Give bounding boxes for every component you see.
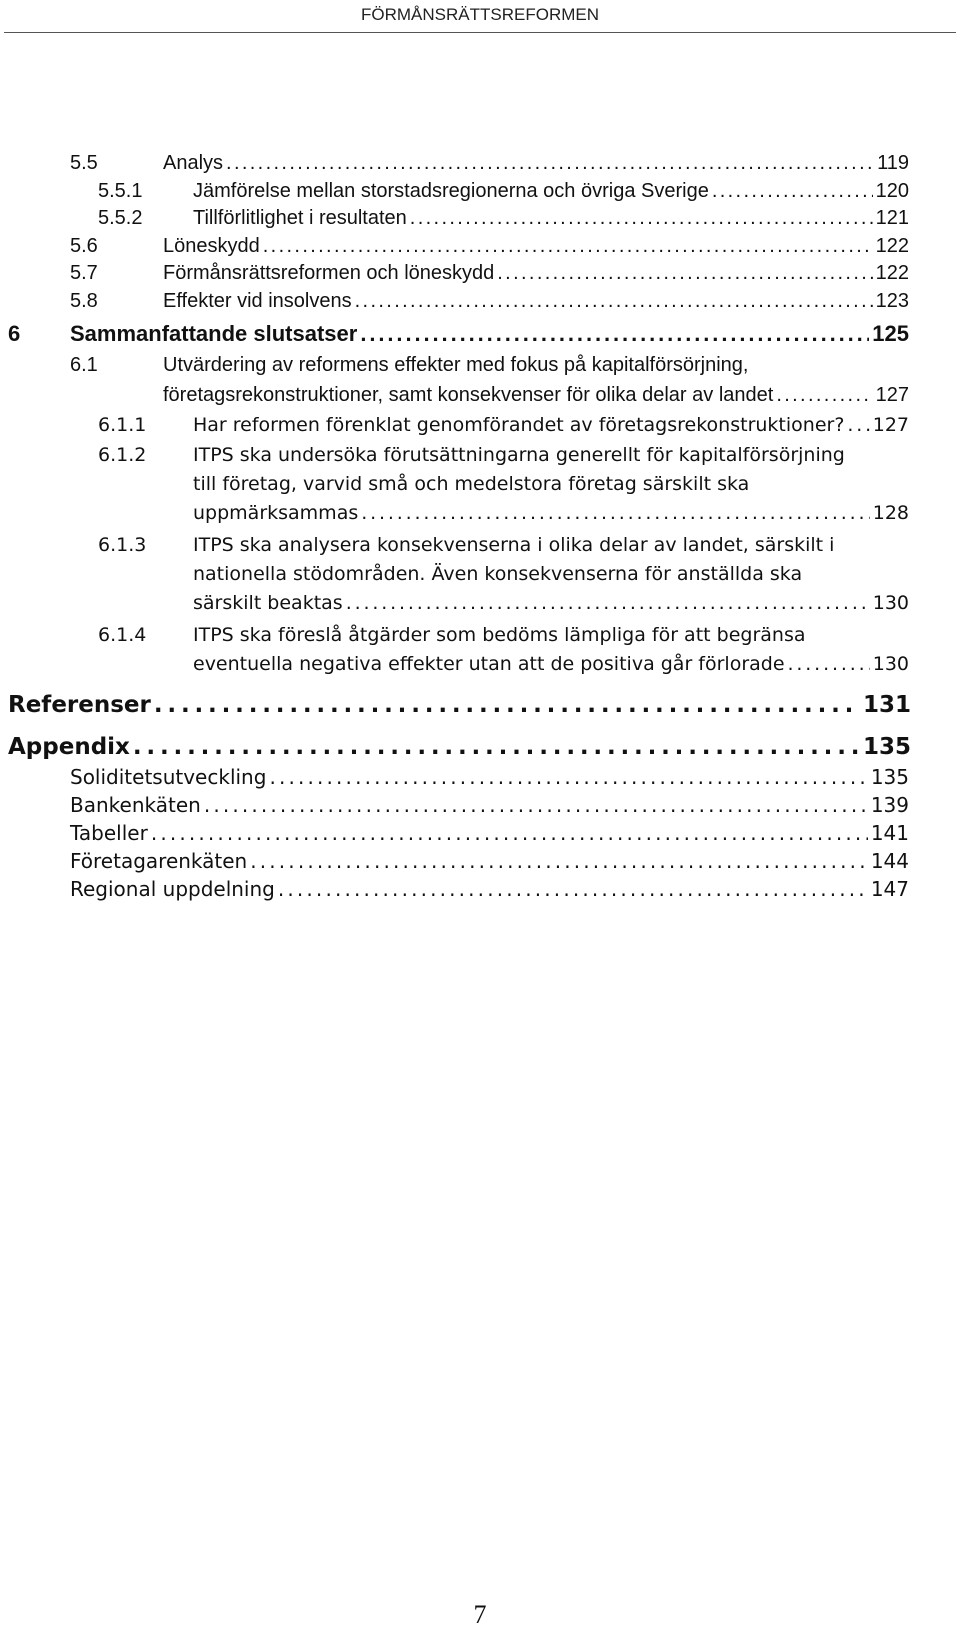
toc-page: 122: [875, 235, 909, 257]
dot-leader: [712, 178, 873, 204]
toc-title-line-3: särskilt beaktas: [193, 592, 343, 614]
toc-page: 144: [870, 849, 909, 873]
toc-title-line-1: ITPS ska analysera konsekvenserna i olika delar av landet, särskilt i: [193, 534, 835, 556]
toc-title: Löneskydd: [163, 235, 260, 257]
toc-title: Soliditetsutveckling: [70, 765, 267, 789]
dot-leader: [263, 233, 873, 259]
toc-number: 6.1.2: [98, 444, 147, 466]
toc-title-line-1: ITPS ska undersöka förutsättningarna generellt för kapitalförsörjning: [193, 444, 845, 466]
toc-title-line-2: nationella stödområden. Även konsekvenserna för anställda ska: [193, 563, 803, 585]
dot-leader: [497, 260, 872, 286]
dot-leader: [361, 500, 870, 526]
dot-leader: [847, 412, 869, 438]
toc-page: 122: [875, 262, 909, 284]
toc-page: 123: [875, 290, 909, 312]
toc-title-line-3: uppmärksammas: [193, 502, 359, 524]
dot-leader: [776, 382, 872, 408]
dot-leader: [410, 205, 873, 231]
toc-title: Bankenkäten: [70, 793, 201, 817]
toc-title: Sammanfattande slutsatser: [70, 321, 358, 346]
toc-number: 6.1.4: [98, 624, 147, 646]
toc-title-line-1: Utvärdering av reformens effekter med fokus på kapitalförsörjning,: [163, 354, 749, 376]
toc-title: Har reformen förenklat genomförandet av företagsrekonstruktioner?: [193, 414, 845, 436]
toc-title: Tillförlitlighet i resultaten: [193, 207, 407, 229]
toc-title: Appendix: [8, 734, 130, 760]
toc-page: 131: [862, 692, 911, 718]
dot-leader: [250, 848, 868, 874]
toc-number: 5.6: [70, 235, 98, 257]
toc-number: 5.5.2: [98, 207, 143, 229]
dot-leader: [151, 820, 868, 846]
toc-title: Jämförelse mellan storstadsregionerna och övriga Sverige: [193, 180, 709, 202]
toc-number: 6: [8, 321, 21, 346]
toc-page: 125: [872, 321, 909, 346]
toc-page: 119: [877, 152, 909, 174]
toc-page: 127: [872, 414, 909, 436]
toc-page: 130: [872, 653, 909, 675]
header-rule: [4, 32, 956, 33]
dot-leader: [269, 764, 867, 790]
dot-leader: [133, 732, 860, 762]
toc-title: Referenser: [8, 692, 151, 718]
toc-title-line-2: till företag, varvid små och medelstora företag särskilt ska: [193, 473, 750, 495]
toc-page: 135: [862, 734, 911, 760]
toc-page: 127: [875, 384, 909, 406]
toc-number: 6.1.1: [98, 414, 147, 436]
dot-leader: [278, 876, 868, 902]
dot-leader: [154, 690, 860, 720]
page-number: 7: [473, 1600, 487, 1629]
dot-leader: [360, 319, 869, 349]
toc-title: Regional uppdelning: [70, 877, 275, 901]
toc-page: 147: [870, 877, 909, 901]
dot-leader: [346, 590, 870, 616]
dot-leader: [355, 288, 873, 314]
toc-page: 128: [872, 502, 909, 524]
toc-title-line-2: företagsrekonstruktioner, samt konsekvenser för olika delar av landet: [163, 384, 774, 406]
toc-title-line-1: ITPS ska föreslå åtgärder som bedöms lämpliga för att begränsa: [193, 624, 806, 646]
toc-number: 6.1.3: [98, 534, 147, 556]
toc-page: 139: [870, 793, 909, 817]
dot-leader: [204, 792, 868, 818]
toc-title: Förmånsrättsreformen och löneskydd: [163, 262, 495, 284]
running-header: FÖRMÅNSRÄTTSREFORMEN: [361, 5, 599, 24]
toc-page: 135: [870, 765, 909, 789]
dot-leader: [788, 651, 870, 677]
toc-page: 130: [872, 592, 909, 614]
toc-number: 6.1: [70, 354, 98, 376]
toc-title: Företagarenkäten: [70, 849, 248, 873]
toc-title: Effekter vid insolvens: [163, 290, 352, 312]
toc-title-line-2: eventuella negativa effekter utan att de positiva går förlorade: [193, 653, 785, 675]
toc-title: Analys: [163, 152, 224, 174]
dot-leader: [226, 150, 874, 176]
toc-page: 120: [875, 180, 909, 202]
toc-number: 5.5: [70, 152, 98, 174]
toc-page: 121: [875, 207, 909, 229]
toc-page: 141: [870, 821, 909, 845]
toc-number: 5.7: [70, 262, 98, 284]
toc-title: Tabeller: [70, 821, 148, 845]
toc-number: 5.5.1: [98, 180, 143, 202]
toc-number: 5.8: [70, 290, 98, 312]
